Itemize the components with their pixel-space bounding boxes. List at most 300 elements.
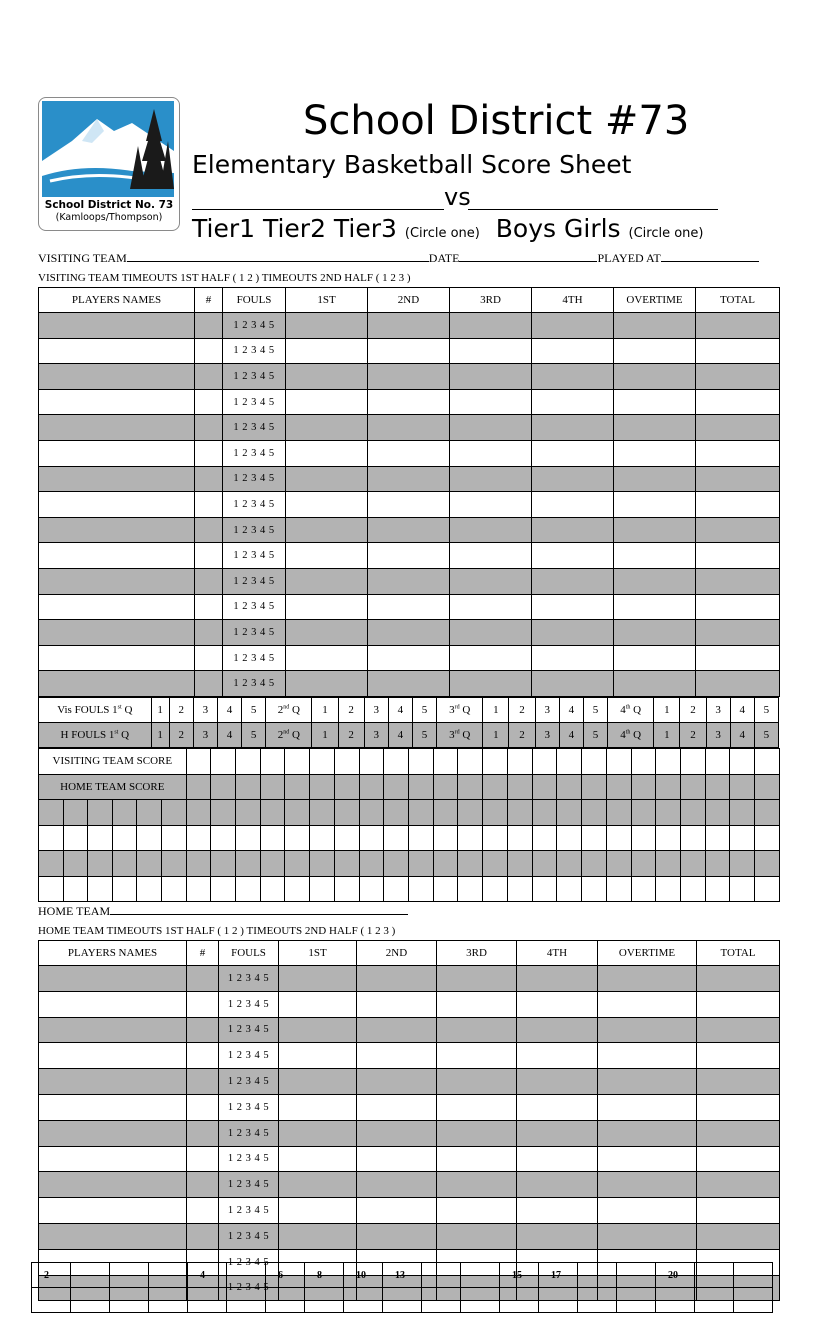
score-tally-cell[interactable] xyxy=(285,876,310,902)
score-tally-cell[interactable] xyxy=(458,876,483,902)
score-tally-cell[interactable] xyxy=(359,774,384,800)
score-tally-cell[interactable] xyxy=(211,876,236,902)
player-number-cell[interactable] xyxy=(187,966,219,992)
score-cell[interactable] xyxy=(368,492,450,518)
score-cell[interactable] xyxy=(696,389,780,415)
player-number-cell[interactable] xyxy=(187,991,219,1017)
score-tally-cell[interactable] xyxy=(730,749,755,775)
score-tally-cell[interactable] xyxy=(409,749,434,775)
foul-number-cell[interactable]: 1 xyxy=(151,723,169,748)
score-tally-cell[interactable] xyxy=(88,825,113,851)
score-tally-cell[interactable] xyxy=(680,749,705,775)
player-name-cell[interactable] xyxy=(39,620,195,646)
player-number-cell[interactable] xyxy=(195,620,223,646)
score-cell[interactable] xyxy=(450,338,532,364)
fouls-cell[interactable]: 1 2 3 4 5 xyxy=(219,1094,279,1120)
score-tally-cell[interactable] xyxy=(532,800,557,826)
score-cell[interactable] xyxy=(368,389,450,415)
player-name-cell[interactable] xyxy=(39,440,195,466)
score-tally-cell[interactable] xyxy=(161,825,186,851)
player-name-cell[interactable] xyxy=(39,364,195,390)
fouls-cell[interactable]: 1 2 3 4 5 xyxy=(223,620,286,646)
score-cell[interactable] xyxy=(450,440,532,466)
score-tally-cell[interactable] xyxy=(755,774,780,800)
player-name-cell[interactable] xyxy=(39,1172,187,1198)
fouls-cell[interactable]: 1 2 3 4 5 xyxy=(219,1017,279,1043)
foul-number-cell[interactable]: 4 xyxy=(730,698,754,723)
score-tally-cell[interactable] xyxy=(705,774,730,800)
score-cell[interactable] xyxy=(532,466,614,492)
score-cell[interactable] xyxy=(532,440,614,466)
score-tally-cell[interactable] xyxy=(680,876,705,902)
foul-number-cell[interactable]: 5 xyxy=(412,698,436,723)
score-cell[interactable] xyxy=(697,1198,780,1224)
score-cell[interactable] xyxy=(286,568,368,594)
score-tally-cell[interactable] xyxy=(384,851,409,877)
score-cell[interactable] xyxy=(697,966,780,992)
score-cell[interactable] xyxy=(517,1120,598,1146)
score-cell[interactable] xyxy=(368,543,450,569)
score-cell[interactable] xyxy=(450,671,532,697)
score-cell[interactable] xyxy=(368,313,450,339)
score-cell[interactable] xyxy=(532,389,614,415)
score-cell[interactable] xyxy=(437,1094,517,1120)
player-number-cell[interactable] xyxy=(195,568,223,594)
score-tally-cell[interactable] xyxy=(532,749,557,775)
score-tally-cell[interactable] xyxy=(532,876,557,902)
score-tally-cell[interactable] xyxy=(186,774,211,800)
score-tally-cell[interactable] xyxy=(334,851,359,877)
score-tally-cell[interactable] xyxy=(112,825,137,851)
score-tally-cell[interactable] xyxy=(236,825,261,851)
score-cell[interactable] xyxy=(532,517,614,543)
score-tally-cell[interactable] xyxy=(384,876,409,902)
score-cell[interactable] xyxy=(357,991,437,1017)
score-tally-cell[interactable] xyxy=(705,876,730,902)
score-cell[interactable] xyxy=(286,671,368,697)
score-tally-cell[interactable] xyxy=(458,749,483,775)
player-number-cell[interactable] xyxy=(187,1043,219,1069)
player-number-cell[interactable] xyxy=(187,1146,219,1172)
score-cell[interactable] xyxy=(697,1069,780,1095)
score-cell[interactable] xyxy=(532,415,614,441)
score-tally-cell[interactable] xyxy=(211,825,236,851)
player-name-cell[interactable] xyxy=(39,568,195,594)
score-cell[interactable] xyxy=(286,313,368,339)
fouls-cell[interactable]: 1 2 3 4 5 xyxy=(219,1146,279,1172)
score-cell[interactable] xyxy=(450,466,532,492)
foul-number-cell[interactable]: 1 xyxy=(654,723,680,748)
score-tally-cell[interactable] xyxy=(656,851,681,877)
score-cell[interactable] xyxy=(532,543,614,569)
player-name-cell[interactable] xyxy=(39,466,195,492)
score-cell[interactable] xyxy=(357,1094,437,1120)
score-tally-cell[interactable] xyxy=(755,800,780,826)
foul-number-cell[interactable]: 5 xyxy=(242,698,266,723)
score-tally-cell[interactable] xyxy=(680,825,705,851)
visiting-team-blank[interactable] xyxy=(127,250,429,262)
score-cell[interactable] xyxy=(437,1069,517,1095)
score-cell[interactable] xyxy=(450,543,532,569)
score-cell[interactable] xyxy=(598,1043,697,1069)
score-tally-cell[interactable] xyxy=(705,749,730,775)
score-tally-cell[interactable] xyxy=(310,774,335,800)
foul-number-cell[interactable]: 4 xyxy=(217,698,241,723)
foul-number-cell[interactable]: 2 xyxy=(509,698,535,723)
foul-number-cell[interactable]: 3 xyxy=(193,723,217,748)
score-cell[interactable] xyxy=(532,620,614,646)
score-tally-cell[interactable] xyxy=(334,825,359,851)
score-tally-cell[interactable] xyxy=(161,800,186,826)
score-cell[interactable] xyxy=(598,1172,697,1198)
score-tally-cell[interactable] xyxy=(532,774,557,800)
score-cell[interactable] xyxy=(279,1069,357,1095)
score-tally-cell[interactable] xyxy=(186,851,211,877)
score-tally-cell[interactable] xyxy=(730,800,755,826)
score-tally-cell[interactable] xyxy=(458,851,483,877)
score-tally-cell[interactable] xyxy=(409,800,434,826)
score-tally-cell[interactable] xyxy=(334,876,359,902)
score-tally-cell[interactable] xyxy=(186,825,211,851)
player-name-cell[interactable] xyxy=(39,645,195,671)
score-tally-cell[interactable] xyxy=(483,749,508,775)
foul-number-cell[interactable]: 2 xyxy=(680,698,706,723)
score-cell[interactable] xyxy=(696,313,780,339)
foul-number-cell[interactable]: 3 xyxy=(364,723,388,748)
player-number-cell[interactable] xyxy=(195,492,223,518)
score-tally-cell[interactable] xyxy=(557,825,582,851)
player-number-cell[interactable] xyxy=(195,594,223,620)
score-cell[interactable] xyxy=(532,594,614,620)
score-tally-cell[interactable] xyxy=(606,800,631,826)
score-cell[interactable] xyxy=(286,492,368,518)
foul-number-cell[interactable]: 3 xyxy=(193,698,217,723)
score-tally-cell[interactable] xyxy=(310,876,335,902)
foul-number-cell[interactable]: 3 xyxy=(364,698,388,723)
player-name-cell[interactable] xyxy=(39,1043,187,1069)
fouls-cell[interactable]: 1 2 3 4 5 xyxy=(219,1172,279,1198)
score-tally-cell[interactable] xyxy=(582,825,607,851)
score-tally-cell[interactable] xyxy=(631,749,656,775)
foul-number-cell[interactable]: 5 xyxy=(412,723,436,748)
player-number-cell[interactable] xyxy=(195,466,223,492)
score-cell[interactable] xyxy=(437,1043,517,1069)
score-tally-cell[interactable] xyxy=(186,876,211,902)
score-tally-cell[interactable] xyxy=(39,876,64,902)
score-tally-cell[interactable] xyxy=(557,800,582,826)
score-cell[interactable] xyxy=(279,991,357,1017)
score-cell[interactable] xyxy=(286,594,368,620)
score-cell[interactable] xyxy=(517,966,598,992)
foul-number-cell[interactable]: 5 xyxy=(754,698,778,723)
score-tally-cell[interactable] xyxy=(236,851,261,877)
score-tally-cell[interactable] xyxy=(112,876,137,902)
score-tally-cell[interactable] xyxy=(211,800,236,826)
score-cell[interactable] xyxy=(696,440,780,466)
score-tally-cell[interactable] xyxy=(88,876,113,902)
player-number-cell[interactable] xyxy=(195,671,223,697)
score-cell[interactable] xyxy=(614,620,696,646)
score-tally-cell[interactable] xyxy=(359,825,384,851)
fouls-cell[interactable]: 1 2 3 4 5 xyxy=(219,1043,279,1069)
foul-number-cell[interactable]: 5 xyxy=(583,698,607,723)
score-cell[interactable] xyxy=(286,389,368,415)
score-cell[interactable] xyxy=(614,492,696,518)
score-cell[interactable] xyxy=(286,517,368,543)
foul-number-cell[interactable]: 1 xyxy=(483,723,509,748)
player-name-cell[interactable] xyxy=(39,517,195,543)
foul-number-cell[interactable]: 3 xyxy=(535,723,559,748)
foul-number-cell[interactable]: 4 xyxy=(730,723,754,748)
score-cell[interactable] xyxy=(368,645,450,671)
score-cell[interactable] xyxy=(517,991,598,1017)
score-cell[interactable] xyxy=(368,415,450,441)
score-cell[interactable] xyxy=(437,1172,517,1198)
score-cell[interactable] xyxy=(598,1198,697,1224)
score-cell[interactable] xyxy=(357,966,437,992)
score-tally-cell[interactable] xyxy=(433,774,458,800)
score-tally-cell[interactable] xyxy=(137,851,162,877)
fouls-cell[interactable]: 1 2 3 4 5 xyxy=(223,645,286,671)
score-cell[interactable] xyxy=(697,1043,780,1069)
score-tally-cell[interactable] xyxy=(285,774,310,800)
score-cell[interactable] xyxy=(532,568,614,594)
score-cell[interactable] xyxy=(279,1223,357,1249)
player-name-cell[interactable] xyxy=(39,415,195,441)
score-tally-cell[interactable] xyxy=(236,774,261,800)
score-tally-cell[interactable] xyxy=(236,749,261,775)
score-tally-cell[interactable] xyxy=(458,774,483,800)
score-cell[interactable] xyxy=(286,466,368,492)
fouls-cell[interactable]: 1 2 3 4 5 xyxy=(219,1275,279,1301)
score-tally-cell[interactable] xyxy=(483,851,508,877)
score-cell[interactable] xyxy=(696,492,780,518)
score-tally-cell[interactable] xyxy=(606,876,631,902)
score-tally-cell[interactable] xyxy=(483,800,508,826)
score-cell[interactable] xyxy=(697,991,780,1017)
score-cell[interactable] xyxy=(279,966,357,992)
foul-number-cell[interactable]: 4 xyxy=(559,698,583,723)
score-cell[interactable] xyxy=(450,313,532,339)
score-tally-cell[interactable] xyxy=(211,774,236,800)
score-tally-cell[interactable] xyxy=(656,825,681,851)
fouls-cell[interactable]: 1 2 3 4 5 xyxy=(219,1120,279,1146)
fouls-cell[interactable]: 1 2 3 4 5 xyxy=(223,389,286,415)
score-tally-cell[interactable] xyxy=(507,800,532,826)
score-tally-cell[interactable] xyxy=(532,851,557,877)
score-cell[interactable] xyxy=(279,1043,357,1069)
score-cell[interactable] xyxy=(614,466,696,492)
foul-number-cell[interactable]: 3 xyxy=(535,698,559,723)
score-tally-cell[interactable] xyxy=(409,825,434,851)
score-cell[interactable] xyxy=(450,620,532,646)
score-cell[interactable] xyxy=(437,1198,517,1224)
fouls-cell[interactable]: 1 2 3 4 5 xyxy=(223,594,286,620)
score-cell[interactable] xyxy=(437,991,517,1017)
score-tally-cell[interactable] xyxy=(755,749,780,775)
score-cell[interactable] xyxy=(286,364,368,390)
player-name-cell[interactable] xyxy=(39,1223,187,1249)
score-cell[interactable] xyxy=(450,492,532,518)
foul-number-cell[interactable]: 4 xyxy=(388,698,412,723)
score-tally-cell[interactable] xyxy=(606,749,631,775)
score-cell[interactable] xyxy=(697,1094,780,1120)
score-tally-cell[interactable] xyxy=(112,800,137,826)
score-tally-cell[interactable] xyxy=(409,851,434,877)
score-cell[interactable] xyxy=(614,594,696,620)
score-tally-cell[interactable] xyxy=(186,749,211,775)
score-tally-cell[interactable] xyxy=(211,749,236,775)
score-cell[interactable] xyxy=(614,313,696,339)
score-cell[interactable] xyxy=(357,1223,437,1249)
foul-number-cell[interactable]: 2 xyxy=(509,723,535,748)
score-cell[interactable] xyxy=(279,1017,357,1043)
score-cell[interactable] xyxy=(450,568,532,594)
score-cell[interactable] xyxy=(696,543,780,569)
score-cell[interactable] xyxy=(517,1198,598,1224)
score-cell[interactable] xyxy=(517,1017,598,1043)
foul-number-cell[interactable]: 2 xyxy=(169,698,193,723)
foul-number-cell[interactable]: 1 xyxy=(483,698,509,723)
score-cell[interactable] xyxy=(437,1223,517,1249)
score-cell[interactable] xyxy=(368,594,450,620)
fouls-cell[interactable]: 1 2 3 4 5 xyxy=(223,568,286,594)
foul-number-cell[interactable]: 2 xyxy=(338,698,364,723)
foul-number-cell[interactable]: 2 xyxy=(680,723,706,748)
score-tally-cell[interactable] xyxy=(359,876,384,902)
score-tally-cell[interactable] xyxy=(433,800,458,826)
team-a-blank[interactable] xyxy=(192,209,444,210)
score-cell[interactable] xyxy=(450,517,532,543)
foul-number-cell[interactable]: 4 xyxy=(217,723,241,748)
player-name-cell[interactable] xyxy=(39,338,195,364)
player-number-cell[interactable] xyxy=(195,338,223,364)
score-cell[interactable] xyxy=(598,1223,697,1249)
score-tally-cell[interactable] xyxy=(582,800,607,826)
score-cell[interactable] xyxy=(368,364,450,390)
score-cell[interactable] xyxy=(532,338,614,364)
score-cell[interactable] xyxy=(368,517,450,543)
score-tally-cell[interactable] xyxy=(39,851,64,877)
player-name-cell[interactable] xyxy=(39,1017,187,1043)
score-cell[interactable] xyxy=(696,517,780,543)
score-cell[interactable] xyxy=(286,620,368,646)
player-name-cell[interactable] xyxy=(39,1146,187,1172)
score-cell[interactable] xyxy=(279,1172,357,1198)
foul-number-cell[interactable]: 2 xyxy=(169,723,193,748)
score-tally-cell[interactable] xyxy=(137,876,162,902)
score-tally-cell[interactable] xyxy=(606,825,631,851)
player-number-cell[interactable] xyxy=(187,1223,219,1249)
score-tally-cell[interactable] xyxy=(507,749,532,775)
score-tally-cell[interactable] xyxy=(507,774,532,800)
score-tally-cell[interactable] xyxy=(310,825,335,851)
score-cell[interactable] xyxy=(532,645,614,671)
fouls-cell[interactable]: 1 2 3 4 5 xyxy=(223,338,286,364)
score-cell[interactable] xyxy=(517,1223,598,1249)
score-tally-cell[interactable] xyxy=(631,800,656,826)
score-cell[interactable] xyxy=(279,1146,357,1172)
score-tally-cell[interactable] xyxy=(680,774,705,800)
score-tally-cell[interactable] xyxy=(582,774,607,800)
score-tally-cell[interactable] xyxy=(680,800,705,826)
score-tally-cell[interactable] xyxy=(334,774,359,800)
player-name-cell[interactable] xyxy=(39,1069,187,1095)
score-tally-cell[interactable] xyxy=(557,749,582,775)
score-tally-cell[interactable] xyxy=(730,876,755,902)
score-tally-cell[interactable] xyxy=(260,800,285,826)
player-number-cell[interactable] xyxy=(187,1120,219,1146)
score-cell[interactable] xyxy=(532,671,614,697)
score-cell[interactable] xyxy=(598,1069,697,1095)
score-cell[interactable] xyxy=(614,415,696,441)
score-cell[interactable] xyxy=(614,645,696,671)
score-cell[interactable] xyxy=(286,415,368,441)
score-tally-cell[interactable] xyxy=(582,876,607,902)
score-tally-cell[interactable] xyxy=(483,825,508,851)
score-tally-cell[interactable] xyxy=(63,851,88,877)
score-tally-cell[interactable] xyxy=(88,800,113,826)
score-tally-cell[interactable] xyxy=(631,774,656,800)
player-name-cell[interactable] xyxy=(39,492,195,518)
score-cell[interactable] xyxy=(696,671,780,697)
foul-number-cell[interactable]: 4 xyxy=(388,723,412,748)
score-cell[interactable] xyxy=(614,440,696,466)
score-tally-cell[interactable] xyxy=(557,876,582,902)
score-tally-cell[interactable] xyxy=(285,800,310,826)
player-number-cell[interactable] xyxy=(195,415,223,441)
fouls-cell[interactable]: 1 2 3 4 5 xyxy=(223,671,286,697)
score-tally-cell[interactable] xyxy=(433,851,458,877)
score-cell[interactable] xyxy=(357,1146,437,1172)
home-team-blank[interactable] xyxy=(110,903,408,915)
score-tally-cell[interactable] xyxy=(705,851,730,877)
score-tally-cell[interactable] xyxy=(310,800,335,826)
score-tally-cell[interactable] xyxy=(755,851,780,877)
score-tally-cell[interactable] xyxy=(285,851,310,877)
score-tally-cell[interactable] xyxy=(507,851,532,877)
score-cell[interactable] xyxy=(697,1146,780,1172)
score-cell[interactable] xyxy=(598,1017,697,1043)
score-cell[interactable] xyxy=(532,364,614,390)
score-tally-cell[interactable] xyxy=(656,749,681,775)
score-tally-cell[interactable] xyxy=(112,851,137,877)
score-cell[interactable] xyxy=(614,517,696,543)
score-cell[interactable] xyxy=(598,966,697,992)
score-tally-cell[interactable] xyxy=(285,825,310,851)
score-tally-cell[interactable] xyxy=(137,825,162,851)
score-cell[interactable] xyxy=(696,415,780,441)
score-cell[interactable] xyxy=(368,466,450,492)
score-tally-cell[interactable] xyxy=(409,774,434,800)
fouls-cell[interactable]: 1 2 3 4 5 xyxy=(223,543,286,569)
score-tally-cell[interactable] xyxy=(161,851,186,877)
score-cell[interactable] xyxy=(450,594,532,620)
score-cell[interactable] xyxy=(450,645,532,671)
score-tally-cell[interactable] xyxy=(39,800,64,826)
score-tally-cell[interactable] xyxy=(705,800,730,826)
score-cell[interactable] xyxy=(598,1120,697,1146)
score-tally-cell[interactable] xyxy=(755,876,780,902)
foul-number-cell[interactable]: 1 xyxy=(312,698,338,723)
score-tally-cell[interactable] xyxy=(384,800,409,826)
tier-options[interactable]: Tier1 Tier2 Tier3 xyxy=(192,214,397,243)
player-number-cell[interactable] xyxy=(187,1094,219,1120)
foul-number-cell[interactable]: 3 xyxy=(706,698,730,723)
foul-number-cell[interactable]: 5 xyxy=(583,723,607,748)
score-cell[interactable] xyxy=(517,1094,598,1120)
score-tally-cell[interactable] xyxy=(88,851,113,877)
